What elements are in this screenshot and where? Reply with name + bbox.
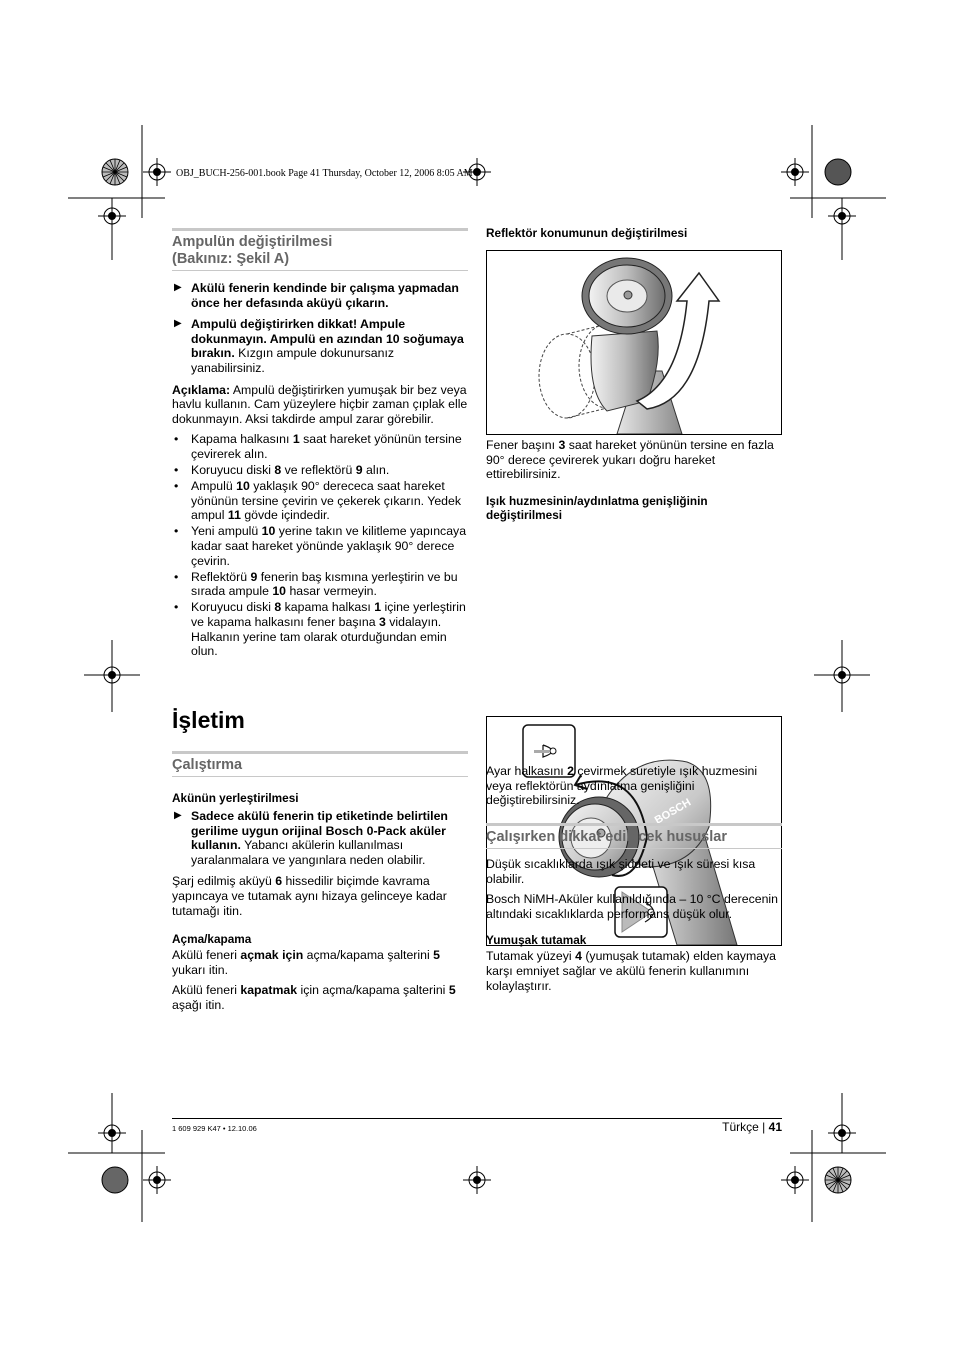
crosshair-icon bbox=[828, 661, 856, 689]
crosshair-icon bbox=[98, 661, 126, 689]
reflector-paragraph: Fener başını 3 saat hareket yönünün tersine en fazla 90° derece çevirerek yukarı doğru hareket ettirebilirsiniz. bbox=[486, 438, 774, 482]
note-paragraph: Açıklama: Ampulü değiştirirken yumuşak bir bez veya havlu kullanın. Cam yüzeylere hiçbir zaman çıplak elle dokunmayın. Aksi takdirde ampul zarar görebilir. bbox=[172, 382, 468, 426]
switch-off-paragraph: Akülü feneri kapatmak için açma/kapama şalterini 5 aşağı itin. bbox=[172, 983, 456, 1012]
grey-dot-icon bbox=[825, 159, 851, 185]
warning-item: ▶ Sadece akülü fenerin tip etiketinde belirtilen gerilime uygun orijinal Bosch 0-Pack aküler kullanın. Yabancı akülerin kullanılması yaralanmalara ve yangınlara neden olabilir. bbox=[174, 809, 448, 867]
bulb-title-line1: Ampulün değiştirilmesi bbox=[172, 234, 333, 250]
list-item: • Koruyucu diski 8 ve reflektörü 9 alın. bbox=[174, 463, 390, 478]
book-info-header: OBJ_BUCH-256-001.book Page 41 Thursday, October 12, 2006 8:05 AM bbox=[176, 168, 473, 179]
grip-heading: Yumuşak tutamak bbox=[486, 933, 587, 948]
crosshair-icon bbox=[828, 1119, 856, 1147]
reflector-heading: Reflektör konumunun değiştirilmesi bbox=[486, 226, 688, 240]
battery-insert-paragraph: Şarj edilmiş aküyü 6 hissedilir biçimde kavrama yapıncaya ve tutamak aynı hizaya gelinceye kadar tutamağı itin. bbox=[172, 874, 447, 918]
arrow-bullet-icon: ▶ bbox=[174, 282, 182, 293]
list-item: • Ampulü 10 yaklaşık 90° derececa saat hareket yönünün tersine çevirin ve çekerek çıkarın. Yedek ampul 11 gövde içindedir. bbox=[174, 479, 462, 523]
beam-heading: Işık huzmesinin/aydınlatma genişliğinin değiştirilmesi bbox=[486, 493, 708, 522]
list-item: • Yeni ampulü 10 yerine takın ve kilitleme yapıncaya kadar saat hareket yönünde yaklaşık 90° derece çevirin. bbox=[174, 524, 467, 568]
crosshair-icon bbox=[143, 1166, 171, 1194]
crosshair-icon bbox=[98, 202, 126, 230]
battery-heading: Akünün yerleştirilmesi bbox=[172, 791, 299, 805]
starburst-icon bbox=[825, 1167, 851, 1193]
operation-title: İşletim bbox=[172, 707, 245, 733]
crosshair-icon bbox=[781, 1166, 809, 1194]
grip-paragraph: Tutamak yüzeyi 4 (yumuşak tutamak) elden kaymaya karşı emniyet sağlar ve akülü fenerin kullanımını kolaylaştırır. bbox=[486, 949, 777, 993]
switch-on-paragraph: Akülü feneri açmak için açma/kapama şalterini 5 yukarı itin. bbox=[172, 948, 440, 977]
crosshair-icon bbox=[98, 1119, 126, 1147]
crosshair-icon bbox=[781, 158, 809, 186]
warning-item: ▶ Akülü fenerin kendinde bir çalışma yapmadan önce her defasında aküyü çıkarın. bbox=[174, 281, 459, 310]
crosshair-icon bbox=[143, 158, 171, 186]
page-number: 41 bbox=[768, 1120, 782, 1134]
caution-title: Çalışırken dikkat edilecek hususlar bbox=[486, 823, 782, 849]
bulb-steps-list bbox=[172, 432, 468, 658]
start-section-title: Çalıştırma bbox=[172, 751, 468, 777]
footer-page-label: Türkçe | 41 bbox=[722, 1120, 782, 1134]
caution-paragraph-2: Bosch NiMH-Aküler kullanıldığında – 10 °C derecenin altındaki sıcaklıklarda performans düşük olur. bbox=[486, 892, 778, 921]
list-item: • Reflektörü 9 fenerin baş kısmına yerleştirin ve bu sırada ampule 10 hasar vermeyin. bbox=[174, 569, 458, 599]
grey-dot-icon bbox=[102, 1167, 128, 1193]
arrow-bullet-icon: ▶ bbox=[174, 810, 182, 821]
caution-section bbox=[486, 823, 782, 999]
crosshair-icon bbox=[463, 1166, 491, 1194]
footer-code: 1 609 929 K47 • 12.10.06 bbox=[172, 1124, 257, 1133]
list-item: • Koruyucu diski 8 kapama halkası 1 içine yerleştirin ve kapama halkasını fener başına 3 vidalayın. Halkanın yerine tam olarak oturduğundan emin olun. bbox=[174, 600, 466, 659]
operation-section bbox=[172, 706, 468, 1019]
bulb-title-line2: (Bakınız: Şekil A) bbox=[172, 251, 290, 267]
reflector-section bbox=[486, 226, 782, 242]
flashlight-head-illustration bbox=[487, 251, 781, 434]
crosshair-icon bbox=[828, 202, 856, 230]
starburst-icon bbox=[102, 159, 128, 185]
arrow-bullet-icon: ▶ bbox=[174, 318, 182, 330]
warning-item: ▶ Ampulü değiştirirken dikkat! Ampule dokunmayın. Ampulü en azından 10 soğumaya bırakın. Kızgın ampule dokunursanız yanabilirsiniz. bbox=[174, 317, 464, 375]
beam-paragraph: Ayar halkasını 2 çevirmek suretiyle ışık huzmesini veya reflektörün aydınlatma genişliğini değiştirebilirsiniz. bbox=[486, 764, 758, 808]
bulb-section-title bbox=[172, 228, 468, 271]
onoff-heading: Açma/kapama bbox=[172, 932, 252, 947]
reflector-text-block bbox=[486, 438, 782, 524]
left-column bbox=[172, 228, 468, 665]
beam-text-block bbox=[486, 764, 782, 814]
reflector-figure bbox=[486, 250, 782, 435]
brand-logo: BOSCH bbox=[652, 796, 694, 827]
list-item: • Kapama halkasını 1 saat hareket yönünün tersine çevirerek alın. bbox=[174, 432, 462, 461]
caution-paragraph-1: Düşük sıcaklıklarda ışık şiddeti ve ışık süresi kısa olabilir. bbox=[486, 857, 756, 886]
footer-rule bbox=[172, 1118, 782, 1119]
